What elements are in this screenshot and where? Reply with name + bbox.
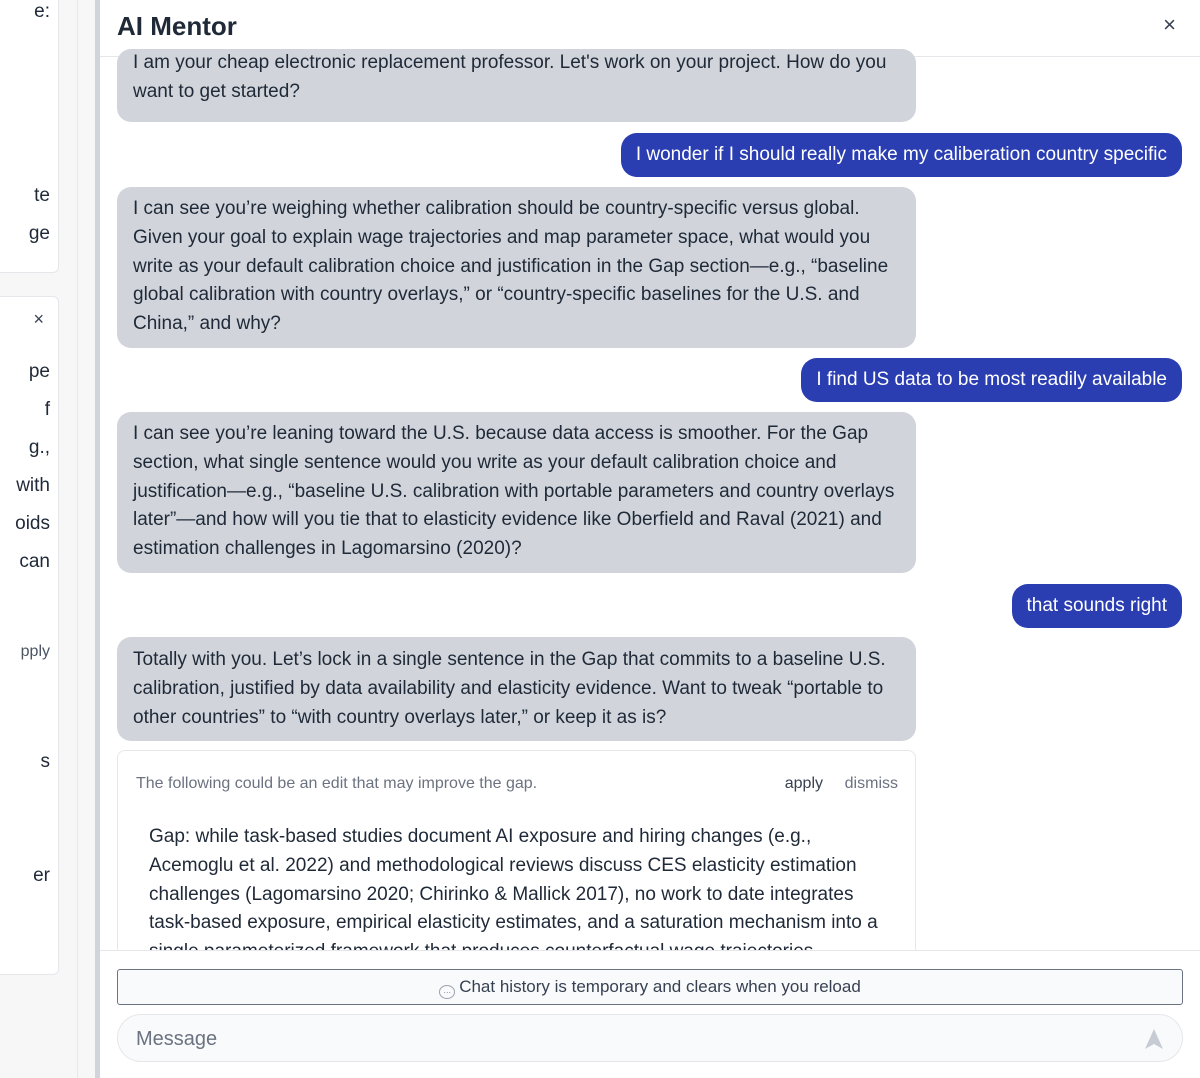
background-text-fragment: te <box>34 185 50 206</box>
suggestion-body: Gap: while task-based studies document AI exposure and hiring changes (e.g., Acemoglu et al. 2022) and methodological reviews discuss CES elasticity estimation challenges (Lagomarsino 2020; Chirinko & Mallick 2017), no work to date integrates task-based exposure, empirical elasticity estimates, and a saturation mechanism into a <box>149 826 878 934</box>
background-text-fragment: f <box>44 399 50 420</box>
chat-footer <box>100 950 1200 1078</box>
assistant-message: Totally with you. Let’s lock in a single sentence in the Gap that commits to a baseline U.S. calibration, justified by data availability and elasticity evidence. Want to tweak “portable to other countries” to “with country overlays later,” or keep it as is? <box>117 637 916 741</box>
apply-button[interactable]: apply <box>784 775 823 792</box>
assistant-message: I can see you’re leaning toward the U.S. because data access is smoother. For the Gap section, what single sentence would you write as your default calibration choice and justification—e.g., “baseline U.S. calibration with portable parameters and country overlays later”—and how will you tie that to elasticity evidence like Oberfield and Raval (2021) and estimation challenges in Lagomarsino (2020)? <box>117 412 916 573</box>
background-text-fragment: g., <box>28 437 50 458</box>
background-text-fragment: s <box>40 751 50 772</box>
background-apply-fragment[interactable]: pply <box>20 643 50 660</box>
dismiss-button[interactable]: dismiss <box>844 775 898 792</box>
message-input-container[interactable] <box>117 1014 1183 1062</box>
panel-title: AI Mentor <box>117 11 237 41</box>
background-text-fragment: oids <box>15 513 50 534</box>
message-list[interactable] <box>100 52 1200 950</box>
message-input[interactable] <box>136 1025 1116 1053</box>
send-icon[interactable] <box>1144 1028 1164 1050</box>
user-message: that sounds right <box>1012 584 1182 628</box>
speech-bubble-icon: … <box>439 985 455 999</box>
temporary-history-notice <box>117 969 1183 1005</box>
background-text-fragment: can <box>19 551 50 572</box>
assistant-message: I am your cheap electronic replacement professor. Let's work on your project. How do you want to get started? <box>117 49 916 122</box>
user-message: I find US data to be most readily available <box>801 358 1182 402</box>
assistant-message: I can see you’re weighing whether calibration should be country-specific versus global. Given your goal to explain wage trajectories and map parameter space, what would you write as your default calibration choice and justification in the Gap section—e.g., “baseline global calibration with country overlays,” or “country-specific baselines for the U.S. and China,” and why? <box>117 187 916 348</box>
close-icon[interactable]: × <box>1163 12 1176 37</box>
notice-text: Chat history is temporary and clears when you reload <box>459 977 861 996</box>
background-text-fragment: er <box>33 865 50 886</box>
background-card-1 <box>0 0 59 273</box>
background-text-fragment: with <box>16 475 50 496</box>
ai-mentor-panel <box>100 0 1200 1078</box>
background-page <box>0 0 95 1078</box>
background-text-fragment: e: <box>34 1 50 22</box>
close-icon[interactable]: × <box>33 309 44 329</box>
background-card-2 <box>0 296 59 975</box>
background-text-fragment: pe <box>28 361 50 382</box>
suggestion-note: The following could be an edit that may improve the gap. <box>136 775 538 792</box>
background-column-border <box>77 0 78 1078</box>
user-message: I wonder if I should really make my caliberation country specific <box>621 133 1182 177</box>
background-text-fragment: ge <box>28 223 50 244</box>
